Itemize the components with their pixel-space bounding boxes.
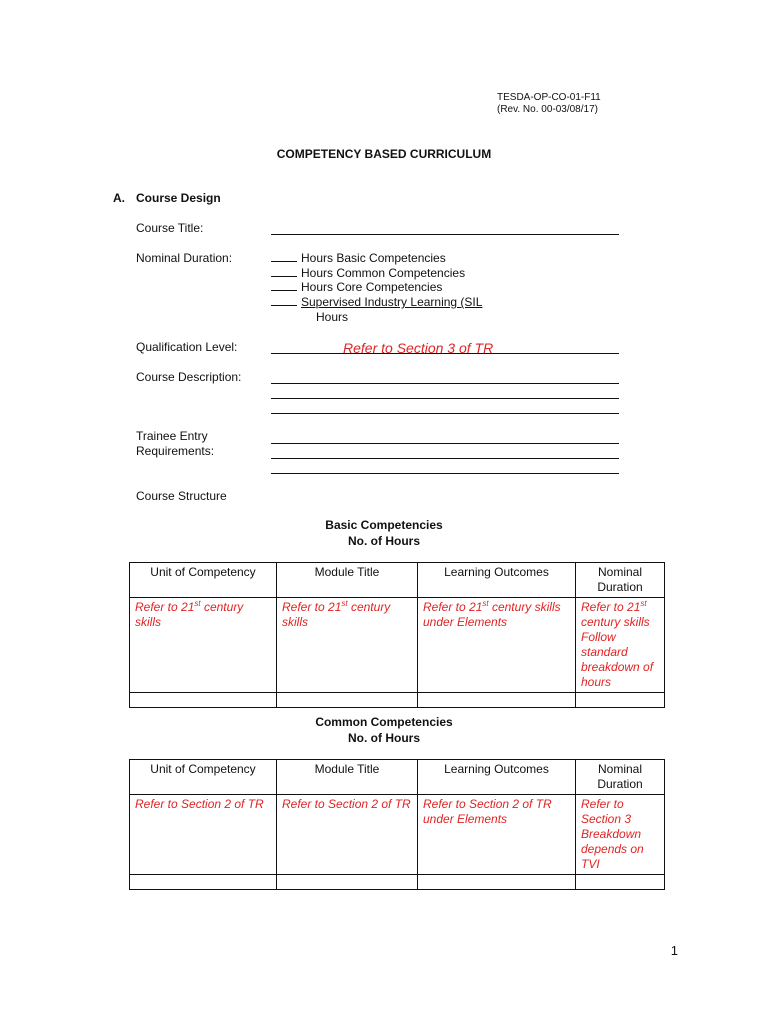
section-title: Course Design [136, 191, 221, 205]
cell-outcomes[interactable]: Refer to 21st century skills under Elements [418, 598, 576, 693]
col-module-title: Module Title [277, 563, 418, 598]
trainee-entry-label-line: Requirements: [136, 444, 215, 458]
ordinal-suffix: st [640, 599, 647, 608]
cell-empty[interactable] [576, 875, 665, 890]
section-letter: A. [113, 191, 125, 205]
basic-heading-title: Basic Competencies [325, 518, 443, 532]
duration-item [271, 251, 446, 265]
cell-duration[interactable]: Refer to Section 3 Breakdown depends on TVI [576, 795, 665, 875]
course-description-line[interactable] [271, 413, 619, 414]
duration-item-label: Supervised Industry Learning (SIL [301, 295, 483, 309]
col-nominal-duration: Nominal Duration [576, 760, 665, 795]
duration-item-label: Hours Core Competencies [301, 280, 443, 294]
trainee-entry-label-line: Trainee Entry [136, 429, 208, 443]
table-row [130, 598, 665, 693]
table-row [130, 795, 665, 875]
section-a-heading [113, 191, 221, 205]
ordinal-suffix: st [482, 599, 489, 608]
basic-heading-hours: No. of Hours [348, 534, 420, 548]
cell-empty[interactable] [130, 693, 277, 708]
common-heading-hours: No. of Hours [348, 731, 420, 745]
cell-empty[interactable] [277, 693, 418, 708]
table-header-row [130, 563, 665, 598]
basic-competencies-heading [0, 517, 768, 549]
cell-empty[interactable] [130, 875, 277, 890]
trainee-entry-line[interactable] [271, 443, 619, 444]
document-code [497, 92, 601, 116]
table-row [130, 875, 665, 890]
cell-duration[interactable]: Refer to 21st century skills Follow standard breakdown of hours [576, 598, 665, 693]
course-title-line[interactable] [271, 234, 619, 235]
course-description-label: Course Description: [136, 370, 242, 384]
col-module-title: Module Title [277, 760, 418, 795]
col-nominal-duration: Nominal Duration [576, 563, 665, 598]
doc-code-text: TESDA-OP-CO-01-F11 [497, 92, 601, 103]
duration-item [271, 295, 482, 309]
course-description-line[interactable] [271, 383, 619, 384]
duration-item-label: Hours Basic Competencies [301, 251, 446, 265]
course-title-label: Course Title: [136, 221, 204, 235]
cell-outcomes[interactable]: Refer to Section 2 of TR under Elements [418, 795, 576, 875]
duration-blank[interactable] [271, 280, 297, 291]
common-heading-title: Common Competencies [315, 715, 453, 729]
table-header-row [130, 760, 665, 795]
cell-empty[interactable] [576, 693, 665, 708]
duration-blank[interactable] [271, 295, 297, 306]
basic-competencies-table [129, 562, 665, 708]
cell-empty[interactable] [418, 693, 576, 708]
table-row [130, 693, 665, 708]
course-structure-label: Course Structure [136, 489, 227, 503]
trainee-entry-line[interactable] [271, 458, 619, 459]
duration-item [271, 280, 442, 294]
nominal-duration-label: Nominal Duration: [136, 251, 233, 265]
ordinal-suffix: st [194, 599, 201, 608]
duration-item-label: Hours Common Competencies [301, 266, 466, 280]
qualification-note: Refer to Section 3 of TR [343, 340, 494, 356]
ordinal-suffix: st [341, 599, 348, 608]
duration-blank[interactable] [271, 266, 297, 277]
cell-empty[interactable] [277, 875, 418, 890]
cell-unit[interactable]: Refer to 21st century skills [130, 598, 277, 693]
revision-text: (Rev. No. 00-03/08/17) [497, 104, 598, 115]
trainee-entry-line[interactable] [271, 473, 619, 474]
common-competencies-table [129, 759, 665, 890]
duration-item [271, 266, 465, 280]
page-number: 1 [670, 943, 678, 958]
cell-empty[interactable] [418, 875, 576, 890]
qualification-level-label: Qualification Level: [136, 340, 238, 354]
cell-unit[interactable]: Refer to Section 2 of TR [130, 795, 277, 875]
cell-module[interactable]: Refer to Section 2 of TR [277, 795, 418, 875]
course-description-line[interactable] [271, 398, 619, 399]
common-competencies-heading [0, 714, 768, 746]
col-learning-outcomes: Learning Outcomes [418, 563, 576, 598]
col-learning-outcomes: Learning Outcomes [418, 760, 576, 795]
duration-item-cont: Hours [316, 310, 349, 324]
col-unit-of-competency: Unit of Competency [130, 760, 277, 795]
trainee-entry-label [136, 429, 214, 459]
duration-blank[interactable] [271, 251, 297, 262]
col-unit-of-competency: Unit of Competency [130, 563, 277, 598]
cell-module[interactable]: Refer to 21st century skills [277, 598, 418, 693]
page-title: COMPETENCY BASED CURRICULUM [276, 147, 492, 161]
